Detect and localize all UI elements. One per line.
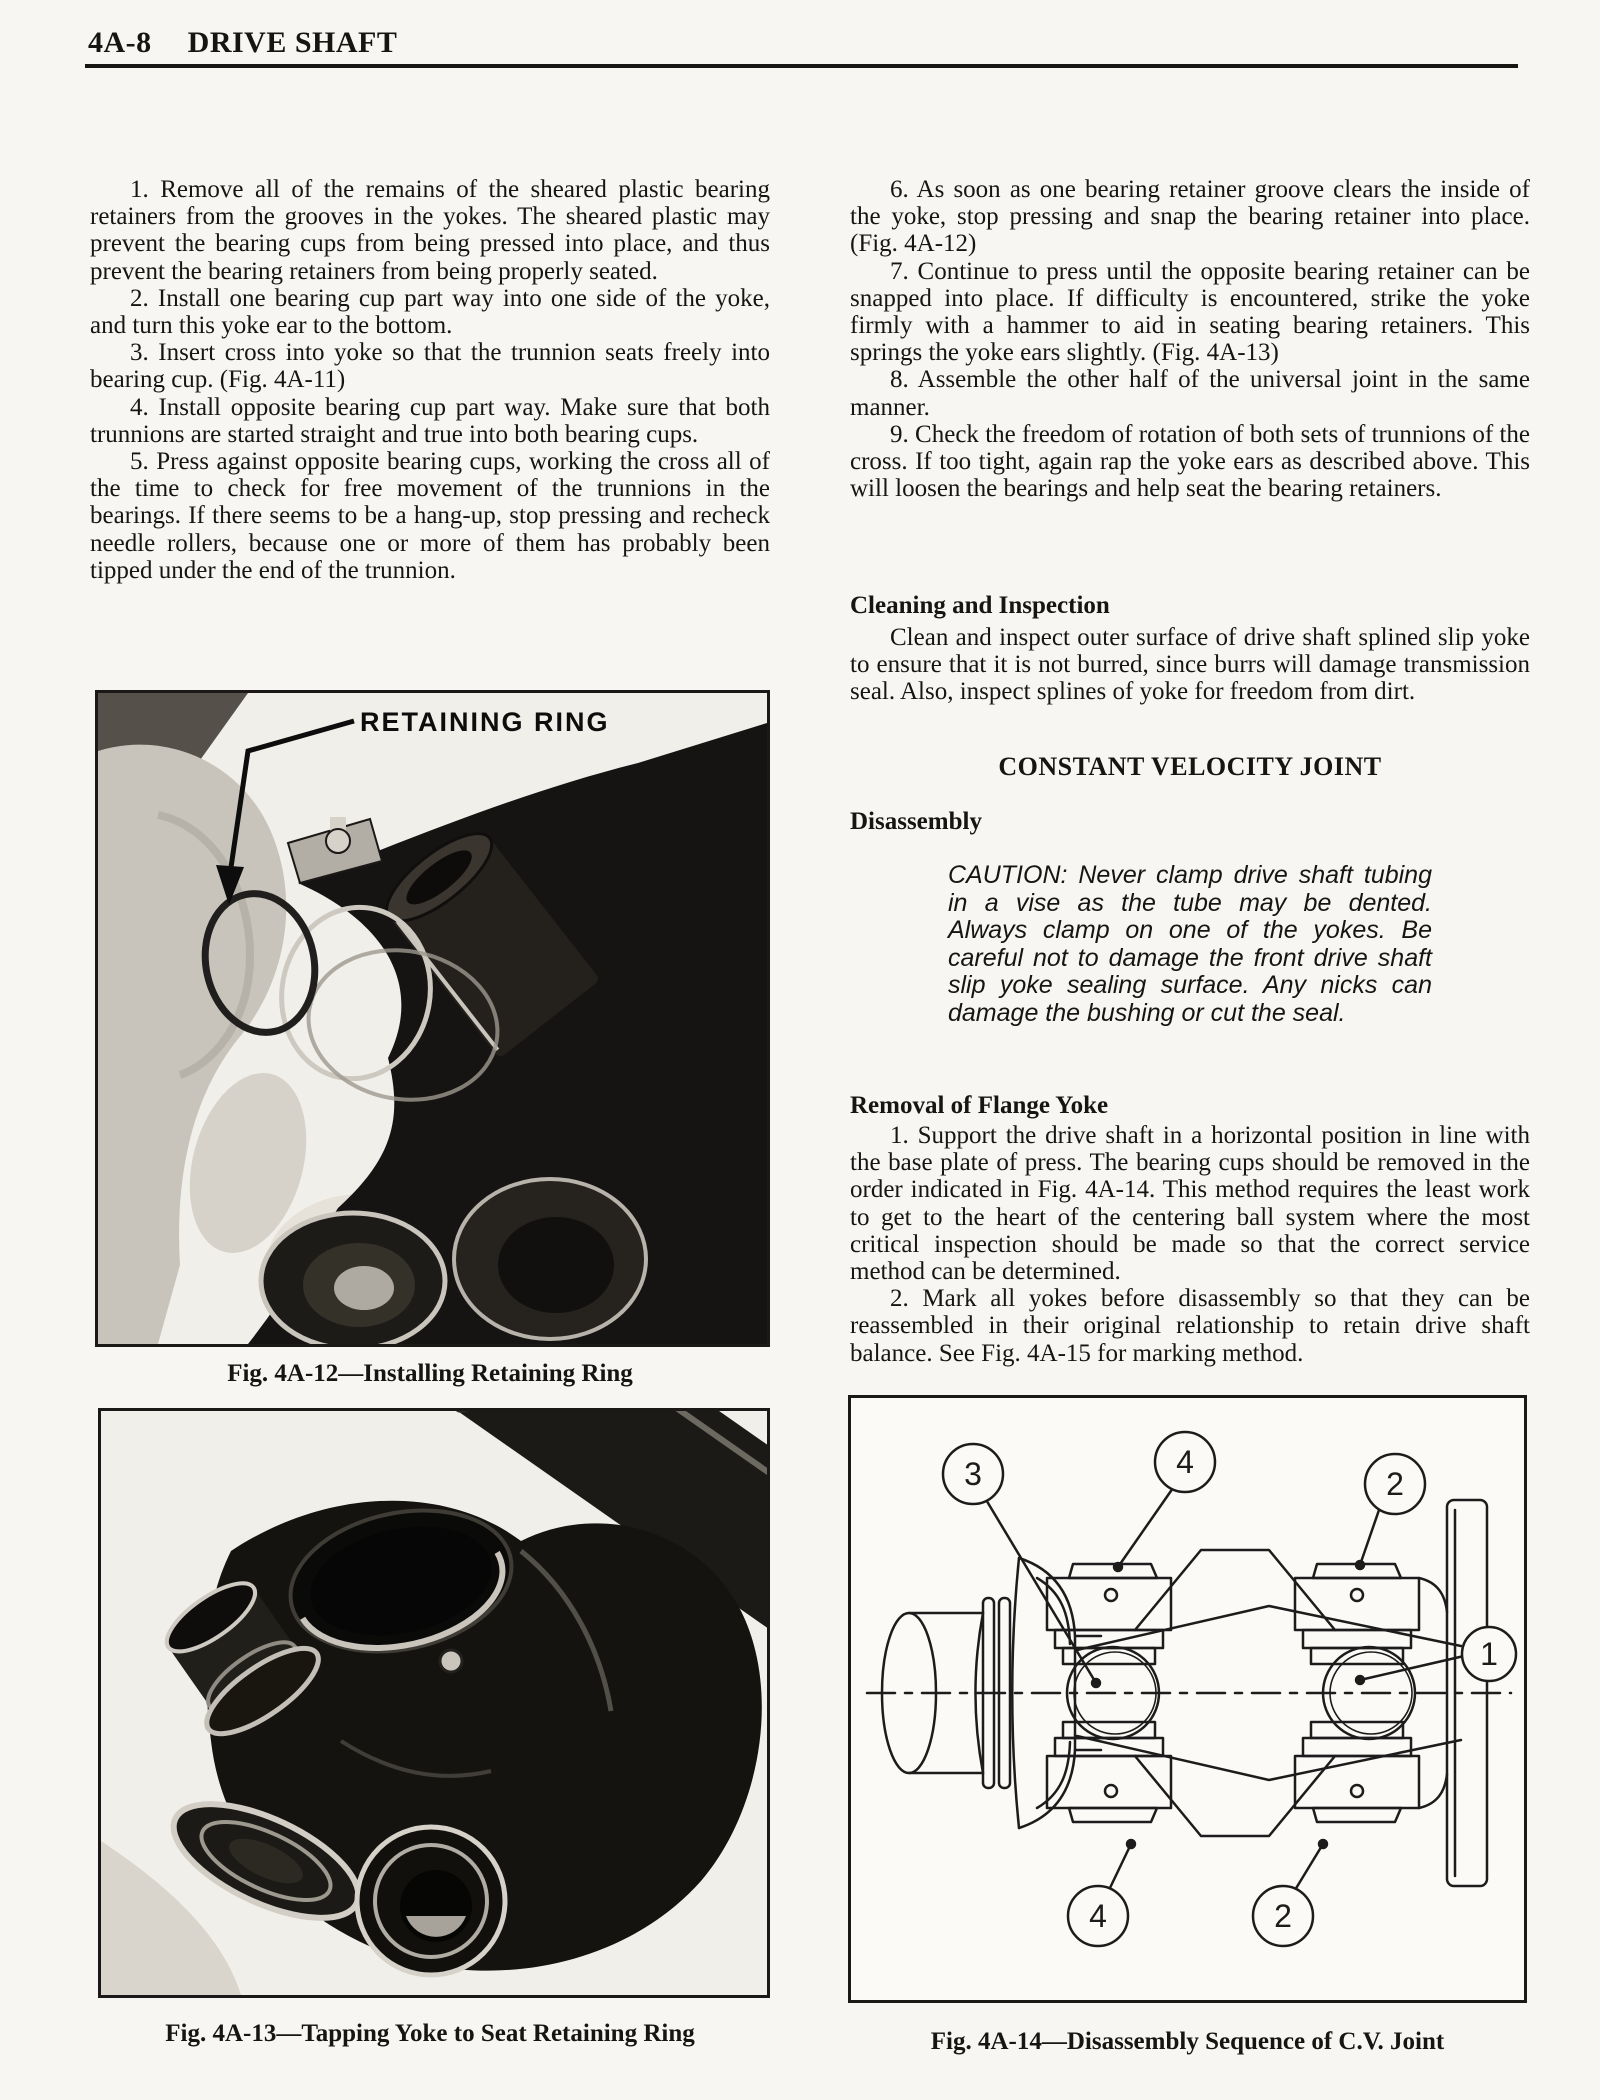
cv-joint-heading: CONSTANT VELOCITY JOINT: [998, 752, 1382, 781]
step-7: 7. Continue to press until the opposite bearing retainer can be snapped into place. If difficulty is encountered, strike the yoke firmly with a hammer to aid in seating bearing retainers. This springs the yoke ears slightly. (Fig. 4A-13): [850, 257, 1530, 367]
removal-step-2: 2. Mark all yokes before disassembly so that they can be reassembled in their original relationship to retain drive shaft balance. See Fig. 4A-15 for marking method.: [850, 1285, 1530, 1367]
callout-2-top-label: 2: [1386, 1466, 1404, 1502]
bottom-cup-right-bore: [498, 1217, 614, 1313]
step-1: 1. Remove all of the remains of the sheared plastic bearing retainers from the grooves in the yokes. The sheared plastic may prevent the bearing cups from being pressed into place, and thus prevent the bearing retainers from being properly seated.: [90, 176, 770, 285]
figure-4a12-caption: Fig. 4A-12—Installing Retaining Ring: [227, 1360, 633, 1387]
figure-4a14-diagram: [848, 1395, 1527, 2003]
section-number: 4A-8: [88, 26, 152, 59]
cleaning-inspection-body: [850, 624, 1530, 706]
step-3: 3. Insert cross into yoke so that the trunnion seats freely into bearing cup. (Fig. 4A-11): [90, 339, 770, 394]
trunnion-cup-front: [357, 1827, 505, 1975]
removal-steps: [850, 1122, 1530, 1367]
callout-3-label: 3: [964, 1456, 982, 1492]
figure-4a13-caption: Fig. 4A-13—Tapping Yoke to Seat Retaining Ring: [165, 2020, 695, 2047]
bottom-cup-face: [334, 1266, 394, 1310]
step-2: 2. Install one bearing cup part way into one side of the yoke, and turn this yoke ear to the bottom.: [90, 284, 770, 340]
right-column: [850, 176, 1530, 502]
cleaning-inspection-heading: Cleaning and Inspection: [850, 592, 1110, 619]
caution-note: CAUTION: Never clamp drive shaft tubing in a vise as the tube may be dented. Always clamp on one of the yokes. Be careful not to damage the front drive shaft slip yoke sealing surface. Any nicks can damage the bushing or cut the seal.: [948, 861, 1432, 1027]
header-rule: [85, 64, 1518, 68]
page-header: [88, 26, 397, 60]
step-8: 8. Assemble the other half of the universal joint in the same manner.: [850, 366, 1530, 421]
cv-joint-drawing: [851, 1398, 1524, 2000]
step-9: 9. Check the freedom of rotation of both sets of trunnions of the cross. If too tight, again rap the yoke ears as described above. This will loosen the bearings and help seat the bearing retainers.: [850, 420, 1530, 503]
figure-4a14-caption: Fig. 4A-14—Disassembly Sequence of C.V. Joint: [930, 2028, 1445, 2055]
callout-4-top-label: 4: [1176, 1444, 1194, 1480]
removal-step-1: 1. Support the drive shaft in a horizontal position in line with the base plate of press. The bearing cups should be removed in the order indicated in Fig. 4A-14. This method requires the least work to get to the heart of the centering ball system where the most critical inspection should be made so that the correct service method can be determined.: [850, 1122, 1530, 1286]
step-6: 6. As soon as one bearing retainer groove clears the inside of the yoke, stop pressing and snap the bearing retainer into place. (Fig. 4A-12): [850, 176, 1530, 258]
cleaning-paragraph: Clean and inspect outer surface of drive shaft splined slip yoke to ensure that it is not burred, since burrs will damage transmission seal. Also, inspect splines of yoke for freedom from dirt.: [850, 624, 1530, 706]
figure-4a12-photo: [95, 690, 770, 1347]
step-5: 5. Press against opposite bearing cups, working the cross all of the time to check for free movement of the trunnions in the bearings. If there seems to be a hang-up, stop pressing and recheck needle rollers, because one or more of them has probably been tipped under the end of the trunnion.: [90, 448, 770, 584]
callout-2-bottom-label: 2: [1274, 1898, 1292, 1934]
retaining-ring-photo-art: [98, 693, 767, 1344]
callout-4-bottom-label: 4: [1089, 1898, 1107, 1934]
page-title: DRIVE SHAFT: [187, 26, 398, 59]
callout-1-label: 1: [1480, 1636, 1498, 1672]
retaining-ring-label: RETAINING RING: [360, 707, 610, 737]
pin: [326, 829, 350, 853]
removal-flange-yoke-heading: Removal of Flange Yoke: [850, 1092, 1109, 1119]
yoke-pin: [440, 1650, 462, 1672]
left-column: [90, 176, 770, 584]
tapping-yoke-photo-art: [101, 1411, 767, 1995]
figure-4a13-photo: [98, 1408, 770, 1998]
step-4: 4. Install opposite bearing cup part way. Make sure that both trunnions are started straight and true into both bearing cups.: [90, 393, 770, 448]
disassembly-heading: Disassembly: [850, 808, 982, 835]
callouts: [943, 1432, 1516, 1946]
